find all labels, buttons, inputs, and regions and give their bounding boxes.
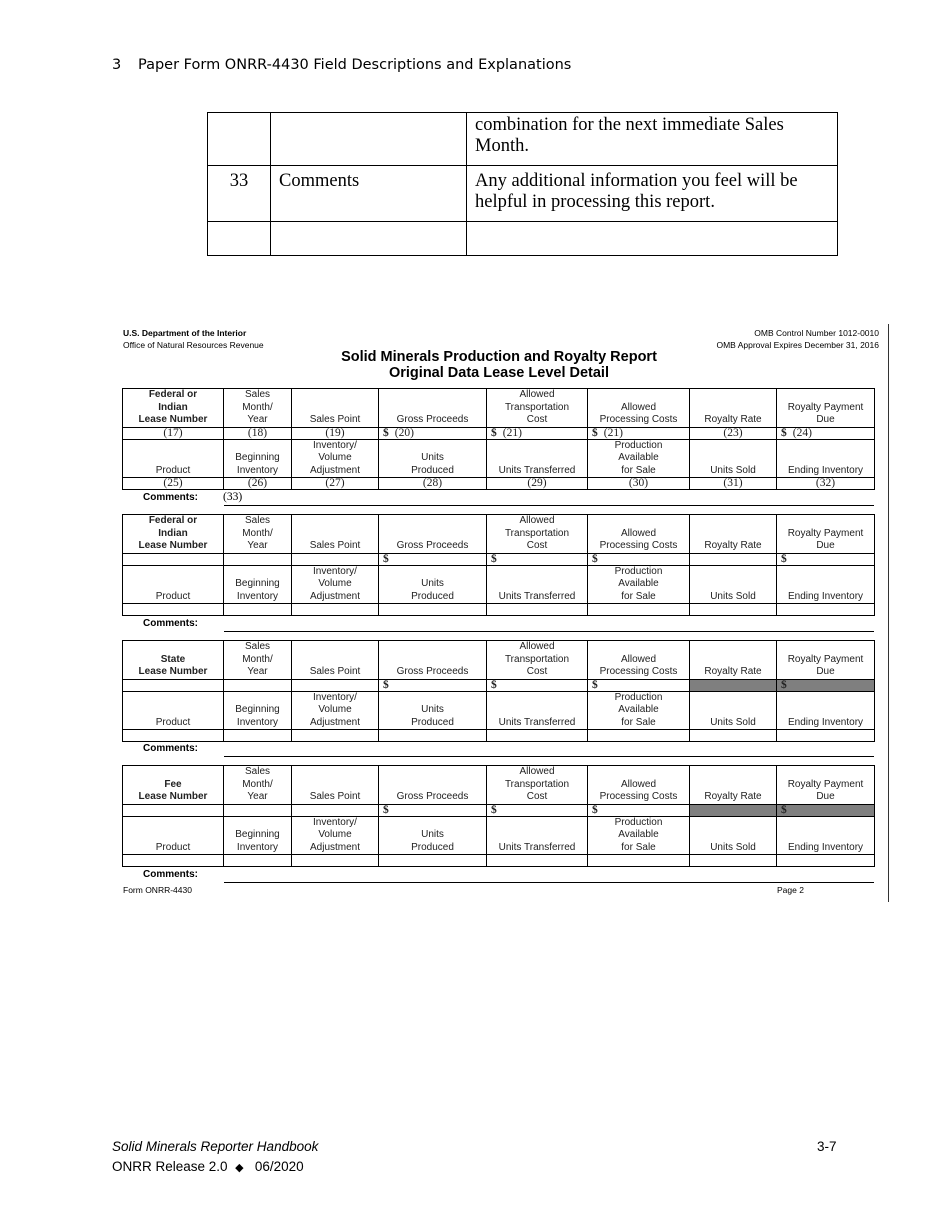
- inventory-adjustment-header: Inventory/ Volume Adjustment: [292, 565, 379, 604]
- units-produced-header: Units Produced: [379, 691, 487, 730]
- entry-cell: [224, 679, 292, 691]
- field-ref: (19): [292, 427, 379, 439]
- section-title: Paper Form ONRR-4430 Field Descriptions and Explanations: [138, 57, 572, 73]
- entry-cell: [123, 804, 224, 816]
- form-title: [121, 349, 877, 381]
- production-available-header: Production Available for Sale: [588, 439, 690, 478]
- field-ref: (17): [123, 427, 224, 439]
- field-ref: (18): [224, 427, 292, 439]
- royalty-due-header: Royalty Payment Due: [777, 641, 875, 680]
- omb-block: [716, 327, 879, 351]
- handbook-name: Solid Minerals Reporter Handbook: [112, 1139, 319, 1154]
- section-number: 3: [112, 57, 122, 73]
- release-date: 06/2020: [254, 1159, 304, 1174]
- field-name: Comments: [271, 166, 467, 222]
- royalty-rate-header: Royalty Rate: [690, 515, 777, 554]
- entry-cell: [292, 604, 379, 616]
- comments-label: Comments:: [143, 492, 199, 503]
- units-sold-header: Units Sold: [690, 565, 777, 604]
- comments-line: [224, 631, 874, 632]
- comments-ref: (33): [223, 491, 243, 503]
- release: ONRR Release 2.0: [112, 1159, 228, 1174]
- units-sold-header: Units Sold: [690, 816, 777, 855]
- entry-cell: [487, 855, 588, 867]
- ending-inventory-header: Ending Inventory: [777, 816, 875, 855]
- royalty-rate-header: Royalty Rate: [690, 641, 777, 680]
- royalty-due-header: Royalty Payment Due: [777, 389, 875, 428]
- entry-cell: [690, 679, 777, 691]
- form-edge-rule: [888, 324, 889, 902]
- release-line: [112, 1159, 304, 1174]
- entry-cell: $: [379, 553, 487, 565]
- field-ref: $ (24): [777, 427, 875, 439]
- product-header: Product: [123, 691, 224, 730]
- field-ref: $ (21): [588, 427, 690, 439]
- product-header: Product: [123, 816, 224, 855]
- field-ref: (29): [487, 478, 588, 490]
- sales-month-header: Sales Month/ Year: [224, 515, 292, 554]
- entry-cell: [379, 855, 487, 867]
- lease-number-header: Fee Lease Number: [123, 766, 224, 805]
- entry-cell: [777, 730, 875, 742]
- page-number: 3-7: [817, 1139, 837, 1154]
- lease-number-header: Federal or Indian Lease Number: [123, 515, 224, 554]
- product-header: Product: [123, 565, 224, 604]
- row-number: 33: [208, 166, 271, 222]
- processing-header: Allowed Processing Costs: [588, 641, 690, 680]
- row-number: [208, 113, 271, 166]
- production-available-header: Production Available for Sale: [588, 565, 690, 604]
- form-id: Form ONRR-4430: [123, 885, 192, 895]
- product-header: Product: [123, 439, 224, 478]
- diamond-icon: ◆: [235, 1162, 244, 1174]
- entry-cell: [777, 604, 875, 616]
- agency-name: U.S. Department of the Interior: [123, 328, 247, 338]
- entry-cell: [123, 855, 224, 867]
- handbook-title: [112, 1139, 318, 1154]
- royalty-due-header: Royalty Payment Due: [777, 766, 875, 805]
- units-produced-header: Units Produced: [379, 816, 487, 855]
- entry-cell: [292, 855, 379, 867]
- inventory-adjustment-header: Inventory/ Volume Adjustment: [292, 439, 379, 478]
- field-explanation: [467, 222, 838, 256]
- entry-cell: $: [588, 553, 690, 565]
- form-page: Page 2: [777, 885, 804, 895]
- table-row: [208, 166, 838, 222]
- entry-cell: [224, 604, 292, 616]
- entry-cell: [292, 804, 379, 816]
- entry-cell: [224, 553, 292, 565]
- royalty-rate-header: Royalty Rate: [690, 389, 777, 428]
- transportation-header: Allowed Transportation Cost: [487, 641, 588, 680]
- entry-cell: [224, 804, 292, 816]
- field-ref: $ (20): [379, 427, 487, 439]
- sales-point-header: Sales Point: [292, 389, 379, 428]
- comments-line: [224, 505, 874, 506]
- entry-cell: [123, 604, 224, 616]
- beginning-inventory-header: Beginning Inventory: [224, 565, 292, 604]
- entry-cell: [123, 679, 224, 691]
- sales-point-header: Sales Point: [292, 641, 379, 680]
- processing-header: Allowed Processing Costs: [588, 389, 690, 428]
- transportation-header: Allowed Transportation Cost: [487, 389, 588, 428]
- form-title-line2: Original Data Lease Level Detail: [388, 365, 609, 381]
- table-row: [208, 222, 838, 256]
- entry-cell: [588, 730, 690, 742]
- sales-point-header: Sales Point: [292, 766, 379, 805]
- omb-expiry: OMB Approval Expires December 31, 2016: [716, 340, 879, 350]
- lease-number-header: State Lease Number: [123, 641, 224, 680]
- entry-cell: [588, 604, 690, 616]
- units-transferred-header: Units Transferred: [487, 565, 588, 604]
- production-available-header: Production Available for Sale: [588, 816, 690, 855]
- form-section: [122, 640, 875, 742]
- field-ref: (32): [777, 478, 875, 490]
- omb-control-number: OMB Control Number 1012-0010: [754, 328, 879, 338]
- comments-label: Comments:: [143, 869, 199, 880]
- field-description-table: [207, 112, 838, 256]
- field-name: [271, 113, 467, 166]
- gross-proceeds-header: Gross Proceeds: [379, 641, 487, 680]
- entry-cell: [224, 730, 292, 742]
- gross-proceeds-header: Gross Proceeds: [379, 766, 487, 805]
- entry-cell: [379, 604, 487, 616]
- entry-cell: $: [588, 679, 690, 691]
- field-ref: (28): [379, 478, 487, 490]
- entry-cell: $: [588, 804, 690, 816]
- entry-cell: $: [487, 553, 588, 565]
- entry-cell: $: [487, 804, 588, 816]
- sales-point-header: Sales Point: [292, 515, 379, 554]
- processing-header: Allowed Processing Costs: [588, 515, 690, 554]
- field-ref: (31): [690, 478, 777, 490]
- entry-cell: [487, 730, 588, 742]
- entry-cell: [690, 804, 777, 816]
- entry-cell: [123, 730, 224, 742]
- ending-inventory-header: Ending Inventory: [777, 439, 875, 478]
- table-row: [208, 113, 838, 166]
- sales-month-header: Sales Month/ Year: [224, 766, 292, 805]
- ending-inventory-header: Ending Inventory: [777, 691, 875, 730]
- entry-cell: [292, 730, 379, 742]
- transportation-header: Allowed Transportation Cost: [487, 515, 588, 554]
- units-transferred-header: Units Transferred: [487, 691, 588, 730]
- entry-cell: $: [379, 679, 487, 691]
- section-header: [112, 57, 571, 73]
- field-ref: (30): [588, 478, 690, 490]
- comments-label: Comments:: [143, 618, 199, 629]
- office-name: Office of Natural Resources Revenue: [123, 340, 264, 350]
- entry-cell: [487, 604, 588, 616]
- field-explanation: Any additional information you feel will be helpful in processing this report.: [467, 166, 838, 222]
- units-produced-header: Units Produced: [379, 439, 487, 478]
- gross-proceeds-header: Gross Proceeds: [379, 515, 487, 554]
- production-available-header: Production Available for Sale: [588, 691, 690, 730]
- field-ref: (23): [690, 427, 777, 439]
- entry-cell: [690, 730, 777, 742]
- entry-cell: [292, 679, 379, 691]
- beginning-inventory-header: Beginning Inventory: [224, 439, 292, 478]
- entry-cell: $: [777, 679, 875, 691]
- entry-cell: $: [379, 804, 487, 816]
- form-section: [122, 388, 875, 490]
- field-name: [271, 222, 467, 256]
- entry-cell: [690, 855, 777, 867]
- ending-inventory-header: Ending Inventory: [777, 565, 875, 604]
- comments-label: Comments:: [143, 743, 199, 754]
- entry-cell: [690, 553, 777, 565]
- field-ref: $ (21): [487, 427, 588, 439]
- row-number: [208, 222, 271, 256]
- form-image: [121, 324, 889, 902]
- units-transferred-header: Units Transferred: [487, 816, 588, 855]
- form-section: [122, 514, 875, 616]
- field-ref: (26): [224, 478, 292, 490]
- comments-line: [224, 882, 874, 883]
- royalty-due-header: Royalty Payment Due: [777, 515, 875, 554]
- inventory-adjustment-header: Inventory/ Volume Adjustment: [292, 816, 379, 855]
- inventory-adjustment-header: Inventory/ Volume Adjustment: [292, 691, 379, 730]
- gross-proceeds-header: Gross Proceeds: [379, 389, 487, 428]
- entry-cell: $: [487, 679, 588, 691]
- entry-cell: [379, 730, 487, 742]
- transportation-header: Allowed Transportation Cost: [487, 766, 588, 805]
- entry-cell: [292, 553, 379, 565]
- entry-cell: [123, 553, 224, 565]
- form-section: [122, 765, 875, 867]
- form-title-line1: Solid Minerals Production and Royalty Report: [341, 349, 657, 365]
- entry-cell: [777, 855, 875, 867]
- royalty-rate-header: Royalty Rate: [690, 766, 777, 805]
- field-ref: (27): [292, 478, 379, 490]
- comments-line: [224, 756, 874, 757]
- units-sold-header: Units Sold: [690, 691, 777, 730]
- entry-cell: $: [777, 804, 875, 816]
- units-sold-header: Units Sold: [690, 439, 777, 478]
- beginning-inventory-header: Beginning Inventory: [224, 691, 292, 730]
- sales-month-header: Sales Month/ Year: [224, 389, 292, 428]
- sales-month-header: Sales Month/ Year: [224, 641, 292, 680]
- agency-block: [123, 327, 264, 351]
- beginning-inventory-header: Beginning Inventory: [224, 816, 292, 855]
- field-ref: (25): [123, 478, 224, 490]
- entry-cell: [224, 855, 292, 867]
- entry-cell: $: [777, 553, 875, 565]
- lease-number-header: Federal or Indian Lease Number: [123, 389, 224, 428]
- units-transferred-header: Units Transferred: [487, 439, 588, 478]
- entry-cell: [690, 604, 777, 616]
- entry-cell: [588, 855, 690, 867]
- units-produced-header: Units Produced: [379, 565, 487, 604]
- field-explanation: combination for the next immediate Sales Month.: [467, 113, 838, 166]
- processing-header: Allowed Processing Costs: [588, 766, 690, 805]
